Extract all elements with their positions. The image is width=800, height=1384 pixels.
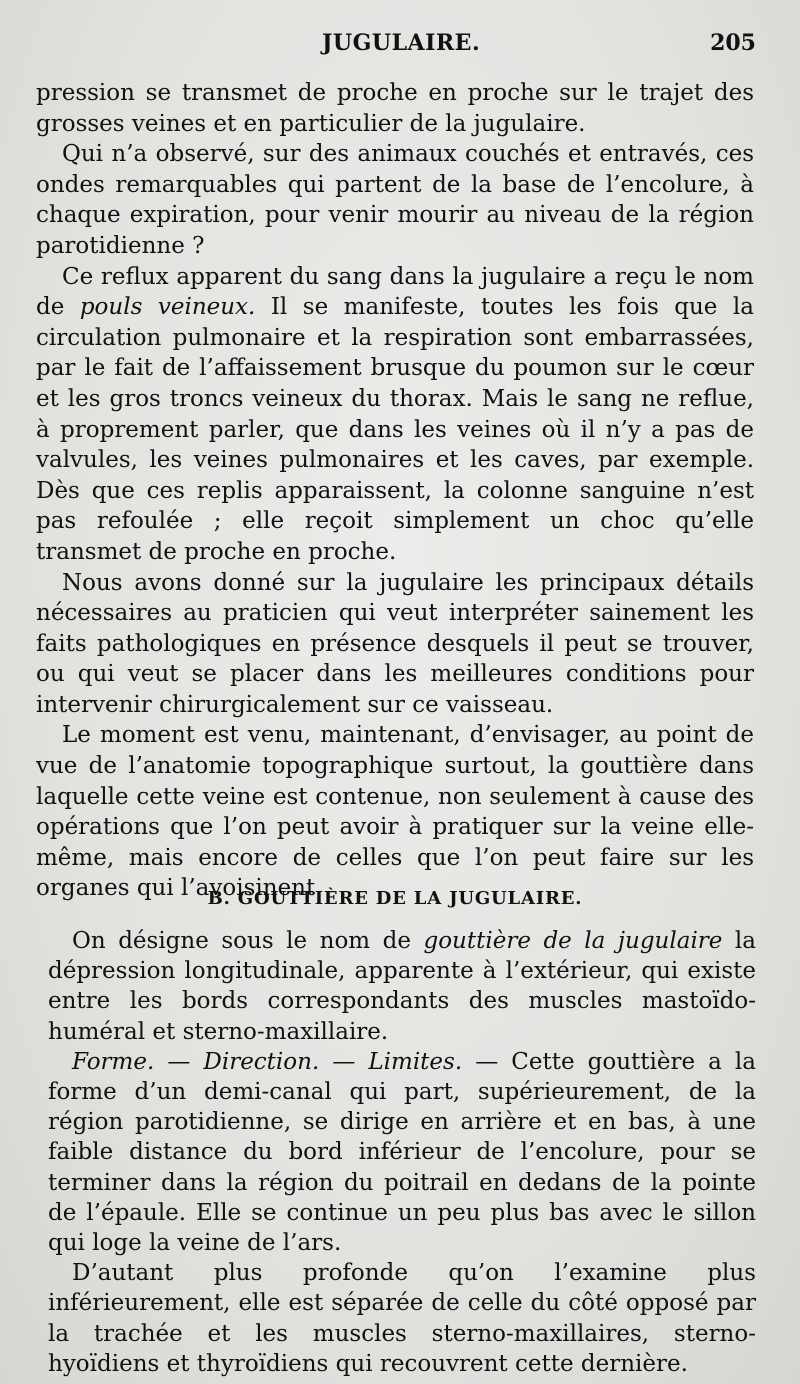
section-heading: B. GOUTTIÈRE DE LA JUGULAIRE. [207,888,583,909]
page-header [36,30,756,64]
italic-term: gouttière de la jugulaire [423,928,723,954]
paragraph: Le moment est venu, maintenant, d’envisager, au point de vue de l’anatomie topographique surtout, la gouttière dans laquelle cette veine est contenue, non seulement à cause des opérations que l’on peut avoir à pratiquer sur la veine elle-même, mais encore de celles que l’on peut faire sur les organes qui l’avoisinent. [36,722,754,902]
body-text [36,78,754,904]
running-title: JUGULAIRE. [322,30,481,56]
paragraph: Qui n’a observé, sur des animaux couchés et entravés, ces ondes remarquables qui partent de la base de l’encolure, à chaque expiration, pour venir mourir au niveau de la région parotidienne ? [36,141,754,259]
section-body-text [48,926,756,1379]
paragraph: D’autant plus profonde qu’on l’examine plus inférieurement, elle est séparée de celle du côté opposé par la trachée et les muscles sterno-maxillaires, sterno-hyoïdiens et thyroïdiens qui recouvrent cette dernière. [48,1260,756,1377]
paragraph: On désigne sous le nom de gouttière de la jugulaire la dépression longitudinale, apparente à l’extérieur, qui existe entre les bords correspondants des muscles mastoïdo-huméral et sterno-maxillaire. [48,928,756,1045]
paragraph: pression se transmet de proche en proche sur le trajet des grosses veines et en particulier de la jugulaire. [36,80,754,137]
italic-subheading: Forme. — Direction. — Limites. [72,1048,463,1075]
paragraph: Ce reflux apparent du sang dans la jugulaire a reçu le nom de pouls veineux. Il se manifeste, toutes les fois que la circulation pulmonaire et la respiration sont embarrassées, par le fait de l’affaissement brusque du poumon sur le cœur et les gros troncs veineux du thorax. Mais le sang ne reflue, à proprement parler, que dans les veines où il n’y a pas de valvules, les veines pulmonaires et les caves, par exemple. Dès que ces replis apparaissent, la colonne sanguine n’est pas refoulée ; elle reçoit simplement un choc qu’elle transmet de proche en proche. [36,263,754,565]
page-number: 205 [710,30,756,56]
paragraph: Forme. — Direction. — Limites. — Cette gouttière a la forme d’un demi-canal qui part, supérieurement, de la région parotidienne, se dirige en arrière et en bas, à une faible distance du bord inférieur de l’encolure, pour se terminer dans la région du poitrail en dedans de la pointe de l’épaule. Elle se continue un peu plus bas avec le sillon qui loge la veine de l’ars. [48,1048,756,1257]
paragraph: Nous avons donné sur la jugulaire les principaux détails nécessaires au praticien qui veut interpréter sainement les faits pathologiques en présence desquels il peut se trouver, ou qui veut se placer dans les meilleures conditions pour intervenir chirurgicalement sur ce vaisseau. [36,569,754,718]
italic-term: pouls veineux. [79,294,256,321]
